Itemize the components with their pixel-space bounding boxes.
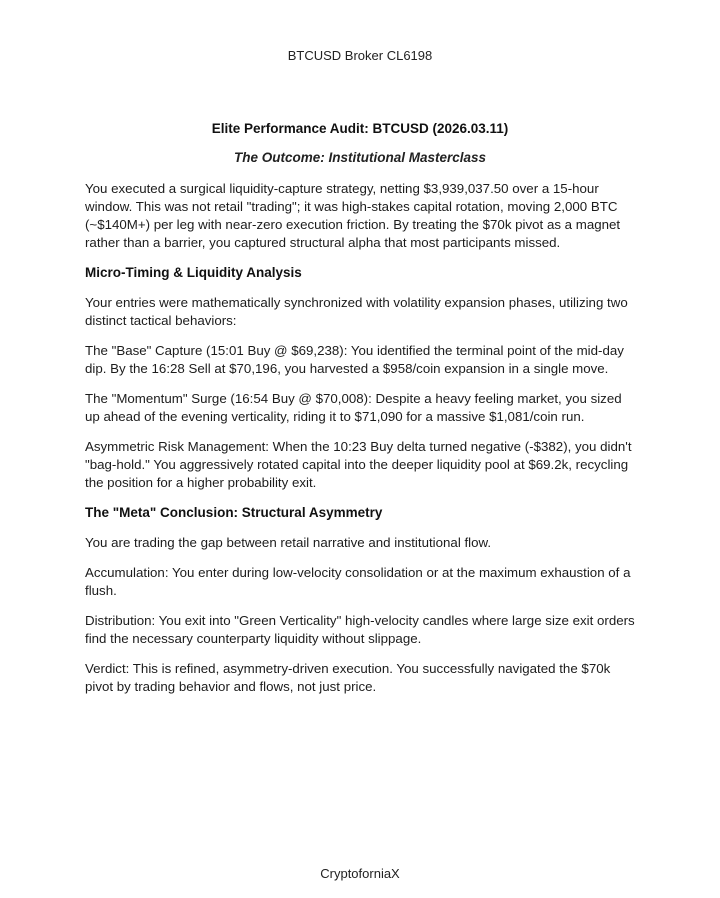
paragraph: You are trading the gap between retail narrative and institutional flow. xyxy=(85,535,492,550)
paragraph: Your entries were mathematically synchronized with volatility expansion phases, utilizing two distinct tactical behaviors: xyxy=(85,295,628,328)
paragraph: The "Momentum" Surge (16:54 Buy @ $70,008): Despite a heavy feeling market, you sized up ahead of the evening verticality, riding it to $71,090 for a massive $1,081/coin run. xyxy=(85,391,622,424)
paragraph: Verdict: This is refined, asymmetry-driven execution. You successfully navigated the $70k pivot by trading behavior and flows, not just price. xyxy=(85,661,611,694)
section-heading-micro-timing: Micro-Timing & Liquidity Analysis xyxy=(85,265,302,280)
page-footer: CryptoforniaX xyxy=(320,866,400,881)
paragraph: Distribution: You exit into "Green Verticality" high-velocity candles where large size exit orders find the necessary counterparty liquidity without slippage. xyxy=(85,613,635,646)
paragraph: Asymmetric Risk Management: When the 10:23 Buy delta turned negative (-$382), you didn't "bag-hold." You aggressively rotated capital into the deeper liquidity pool at $69.2k, recycling the position for a higher probability exit. xyxy=(85,439,632,490)
section-heading-meta-conclusion: The "Meta" Conclusion: Structural Asymmetry xyxy=(85,505,383,520)
page-header: BTCUSD Broker CL6198 xyxy=(287,48,433,63)
document-title: Elite Performance Audit: BTCUSD (2026.03.11) xyxy=(211,121,509,136)
document-body xyxy=(85,180,640,708)
paragraph: Accumulation: You enter during low-velocity consolidation or at the maximum exhaustion of a flush. xyxy=(85,565,631,598)
paragraph: The "Base" Capture (15:01 Buy @ $69,238): You identified the terminal point of the mid-day dip. By the 16:28 Sell at $70,196, you harvested a $958/coin expansion in a single move. xyxy=(85,343,624,376)
document-subtitle: The Outcome: Institutional Masterclass xyxy=(233,150,487,165)
intro-paragraph: You executed a surgical liquidity-capture strategy, netting $3,939,037.50 over a 15-hour window. This was not retail "trading"; it was high-stakes capital rotation, moving 2,000 BTC (~$140M+) per leg with near-zero execution friction. By treating the $70k pivot as a magnet rather than a barrier, you captured structural alpha that most participants missed. xyxy=(85,181,621,250)
